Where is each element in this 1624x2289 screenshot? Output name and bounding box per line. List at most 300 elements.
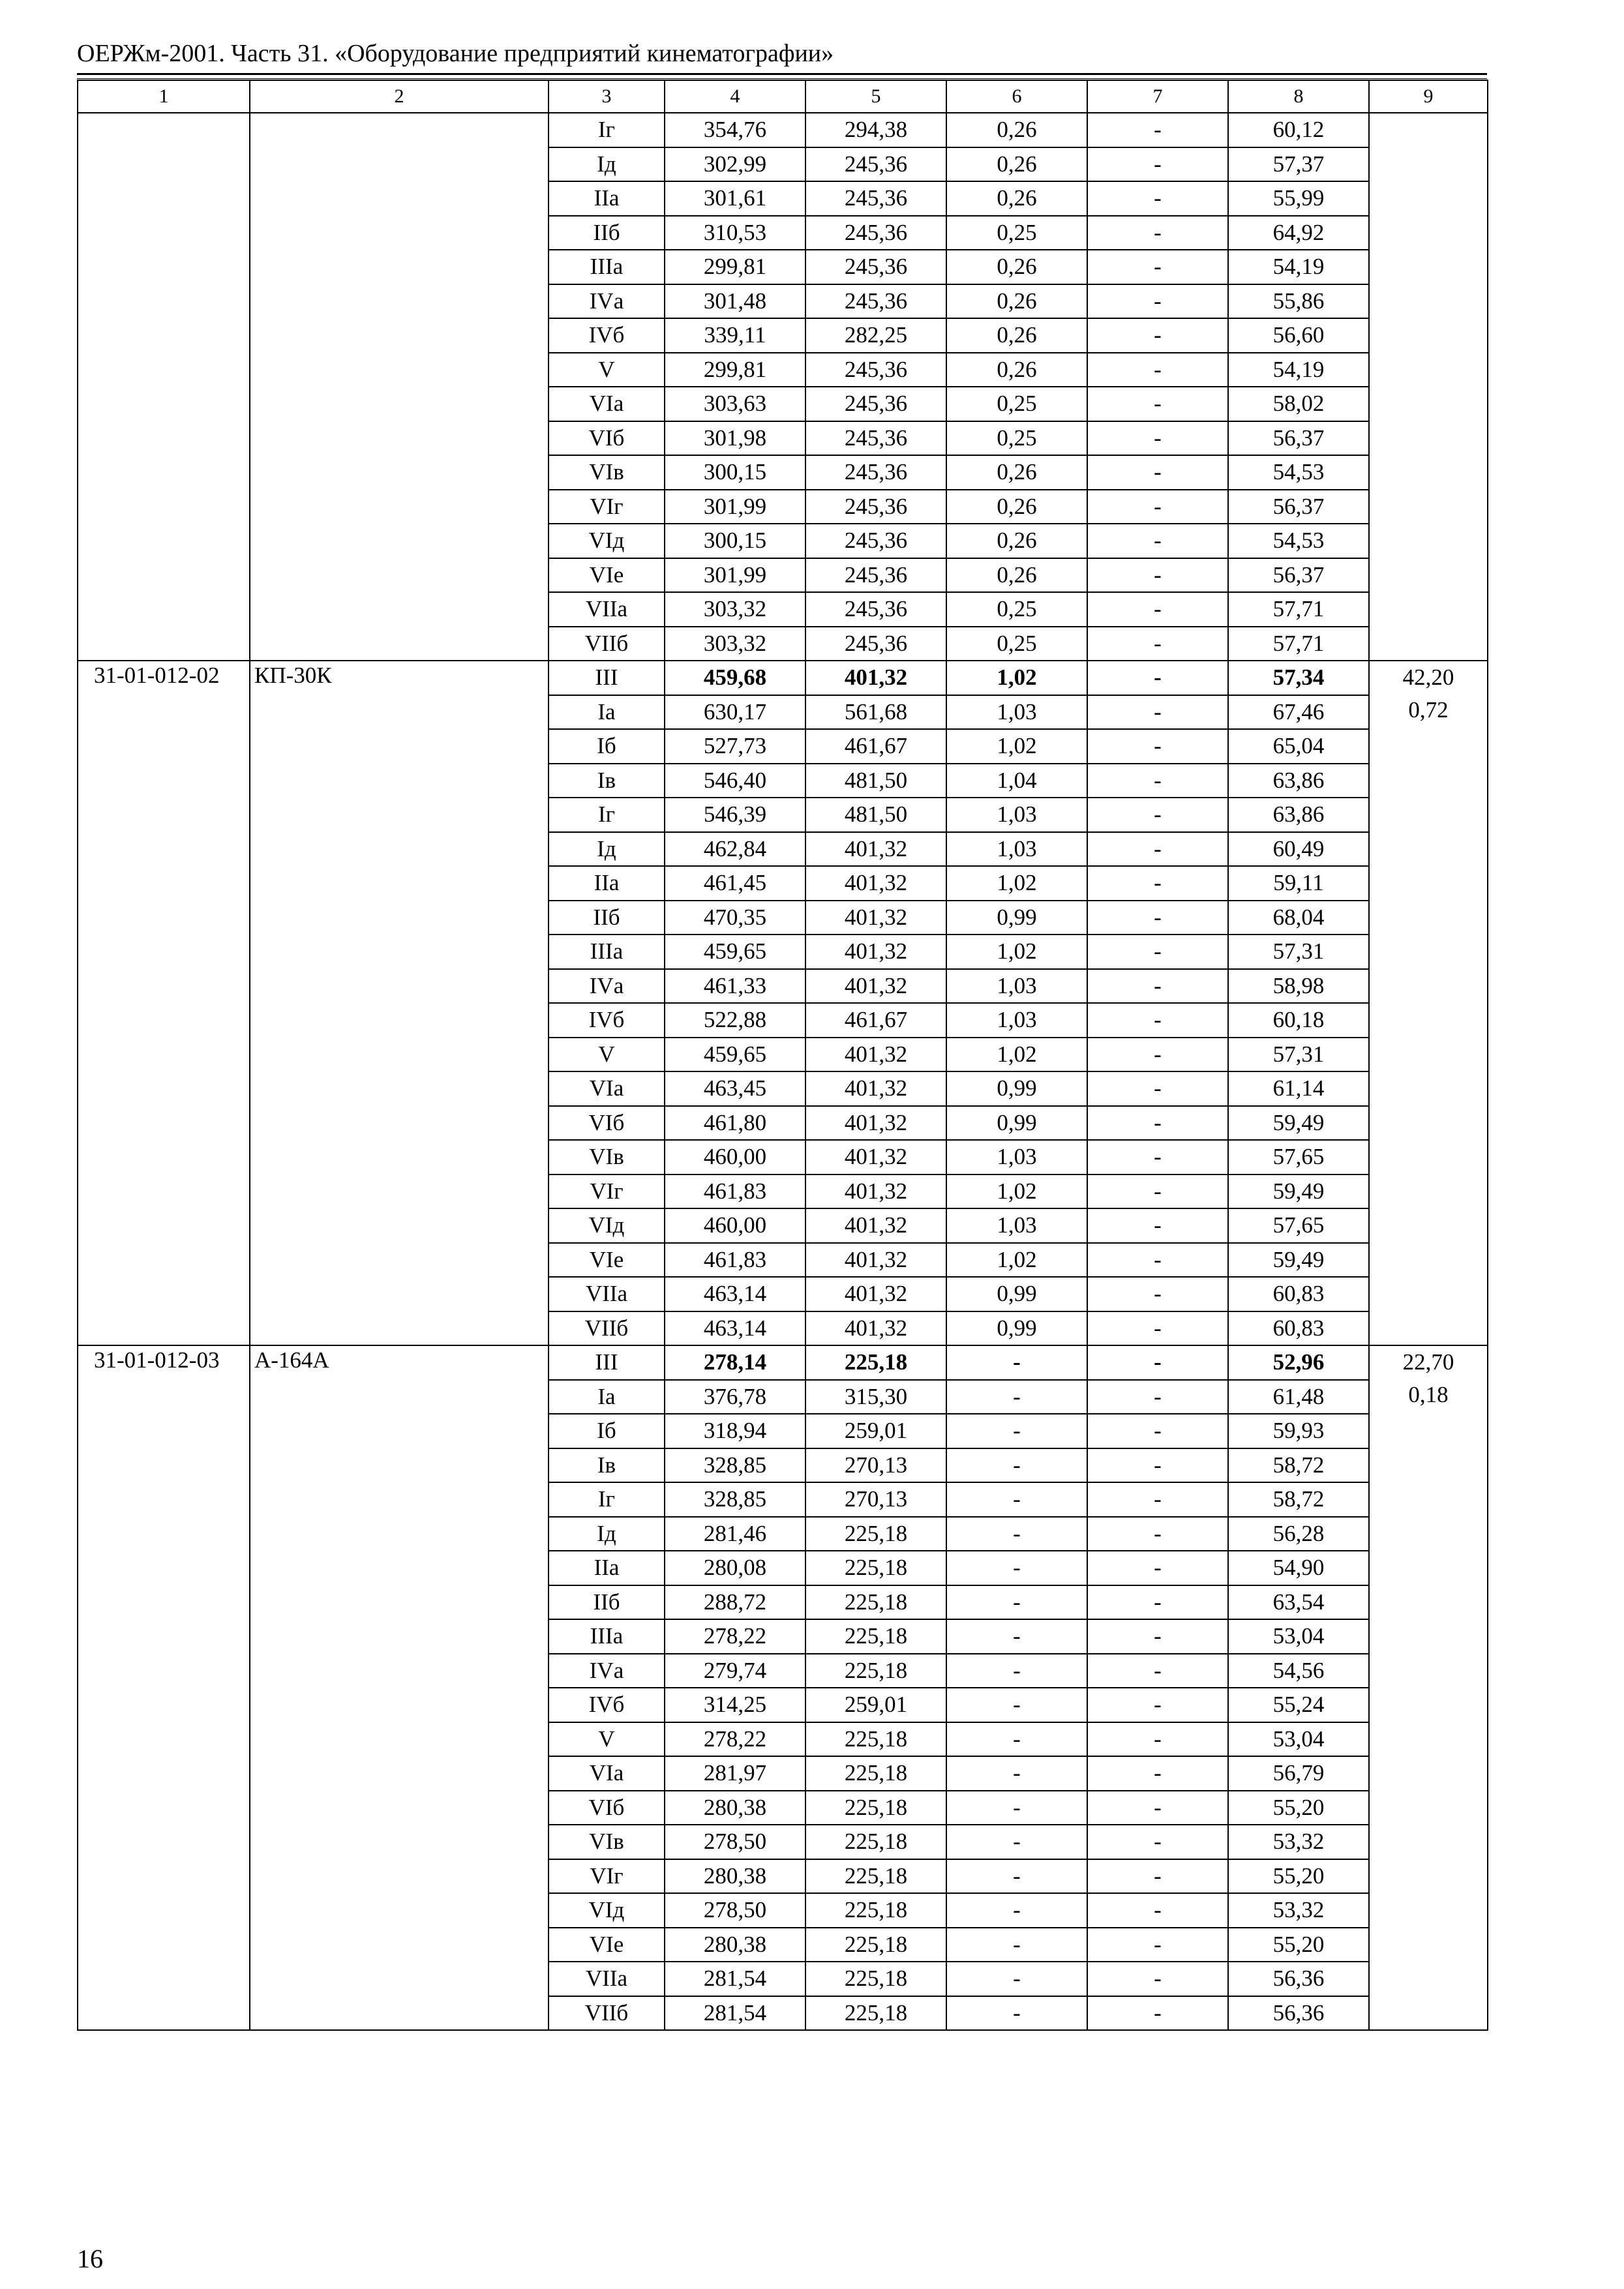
cell-col5: 245,36 bbox=[805, 147, 946, 182]
cell-col5: 401,32 bbox=[805, 1208, 946, 1243]
cell-col7: - bbox=[1087, 1619, 1228, 1654]
cell-col7: - bbox=[1087, 181, 1228, 216]
cell-col7: - bbox=[1087, 1791, 1228, 1825]
cell-col7: - bbox=[1087, 627, 1228, 661]
cell-col7: - bbox=[1087, 558, 1228, 593]
col9-value: 42,20 bbox=[1402, 665, 1454, 690]
cell-col8: 59,49 bbox=[1228, 1243, 1369, 1278]
cell-col7: - bbox=[1087, 1243, 1228, 1278]
cell-col8: 59,49 bbox=[1228, 1106, 1369, 1141]
cell-col4: 339,11 bbox=[665, 318, 805, 353]
cell-col5: 245,36 bbox=[805, 181, 946, 216]
cell-col5: 225,18 bbox=[805, 1654, 946, 1688]
cell-col8: 53,04 bbox=[1228, 1722, 1369, 1757]
cell-col5: 270,13 bbox=[805, 1482, 946, 1517]
cell-col7: - bbox=[1087, 147, 1228, 182]
cell-col3: VIд bbox=[549, 1208, 665, 1243]
cell-col7: - bbox=[1087, 695, 1228, 730]
cell-col5: 401,32 bbox=[805, 935, 946, 969]
cell-col7: - bbox=[1087, 490, 1228, 524]
cell-col4: 328,85 bbox=[665, 1482, 805, 1517]
cell-col5: 225,18 bbox=[805, 1551, 946, 1585]
cell-col5: 401,32 bbox=[805, 1277, 946, 1311]
cell-col6: - bbox=[946, 1345, 1087, 1380]
cell-col9 bbox=[1369, 661, 1488, 1345]
cell-col7: - bbox=[1087, 1825, 1228, 1859]
cell-col5: 225,18 bbox=[805, 1517, 946, 1551]
cell-col4: 278,22 bbox=[665, 1619, 805, 1654]
cell-col6: 1,02 bbox=[946, 1174, 1087, 1209]
cell-col8: 55,20 bbox=[1228, 1791, 1369, 1825]
cell-col6: - bbox=[946, 1825, 1087, 1859]
cell-col3: VIIа bbox=[549, 1962, 665, 1996]
cell-col3: III bbox=[549, 1345, 665, 1380]
cell-col3: VIв bbox=[549, 1140, 665, 1174]
cell-col3: Iа bbox=[549, 1380, 665, 1414]
cell-col9 bbox=[1369, 113, 1488, 661]
cell-col7: - bbox=[1087, 1962, 1228, 1996]
cell-col6: 0,26 bbox=[946, 558, 1087, 593]
cell-col7: - bbox=[1087, 866, 1228, 901]
page-header: ОЕРЖм-2001. Часть 31. «Оборудование предприятий кинематографии» bbox=[77, 40, 834, 67]
cell-col4: 460,00 bbox=[665, 1208, 805, 1243]
cell-col8: 55,99 bbox=[1228, 181, 1369, 216]
cell-col5: 245,36 bbox=[805, 250, 946, 284]
cell-col4: 461,83 bbox=[665, 1174, 805, 1209]
cell-col3: IIа bbox=[549, 181, 665, 216]
cell-col4: 461,33 bbox=[665, 969, 805, 1004]
cell-col4: 279,74 bbox=[665, 1654, 805, 1688]
cell-col8: 67,46 bbox=[1228, 695, 1369, 730]
cell-col5: 401,32 bbox=[805, 866, 946, 901]
cell-col6: - bbox=[946, 1380, 1087, 1414]
cell-col4: 459,65 bbox=[665, 1038, 805, 1072]
cell-col6: - bbox=[946, 1414, 1087, 1448]
cell-col3: IVб bbox=[549, 1003, 665, 1038]
cell-col4: 300,15 bbox=[665, 455, 805, 490]
cell-col8: 57,65 bbox=[1228, 1208, 1369, 1243]
cell-col6: 0,99 bbox=[946, 901, 1087, 935]
cell-col7: - bbox=[1087, 969, 1228, 1004]
item-code: 31-01-012-02 bbox=[78, 661, 250, 1345]
item-code: 31-01-012-03 bbox=[78, 1345, 250, 2030]
cell-col4: 288,72 bbox=[665, 1585, 805, 1620]
cell-col5: 461,67 bbox=[805, 1003, 946, 1038]
cell-col6: - bbox=[946, 1756, 1087, 1791]
cell-col8: 55,86 bbox=[1228, 284, 1369, 319]
cell-col3: V bbox=[549, 353, 665, 387]
cell-col7: - bbox=[1087, 1551, 1228, 1585]
cell-col4: 354,76 bbox=[665, 113, 805, 147]
column-number: 6 bbox=[946, 80, 1087, 113]
cell-col8: 56,60 bbox=[1228, 318, 1369, 353]
cell-col6: 0,25 bbox=[946, 592, 1087, 627]
cell-col6: 1,03 bbox=[946, 798, 1087, 832]
cell-col5: 245,36 bbox=[805, 558, 946, 593]
cell-col4: 280,08 bbox=[665, 1551, 805, 1585]
cell-col6: 0,26 bbox=[946, 353, 1087, 387]
cell-col4: 300,15 bbox=[665, 524, 805, 558]
column-number: 1 bbox=[78, 80, 250, 113]
cell-col6: 0,26 bbox=[946, 455, 1087, 490]
cell-col3: VIIа bbox=[549, 592, 665, 627]
cell-col4: 461,80 bbox=[665, 1106, 805, 1141]
item-code bbox=[78, 113, 250, 661]
cell-col7: - bbox=[1087, 1414, 1228, 1448]
table-row bbox=[78, 1345, 1488, 1380]
cell-col7: - bbox=[1087, 1038, 1228, 1072]
cell-col6: 0,99 bbox=[946, 1106, 1087, 1141]
cell-col7: - bbox=[1087, 113, 1228, 147]
cell-col7: - bbox=[1087, 1208, 1228, 1243]
cell-col7: - bbox=[1087, 1756, 1228, 1791]
cell-col6: 0,26 bbox=[946, 318, 1087, 353]
cell-col4: 463,14 bbox=[665, 1311, 805, 1346]
cell-col5: 245,36 bbox=[805, 284, 946, 319]
cell-col4: 303,32 bbox=[665, 592, 805, 627]
cell-col8: 53,32 bbox=[1228, 1825, 1369, 1859]
cell-col3: VIа bbox=[549, 1071, 665, 1106]
cell-col5: 225,18 bbox=[805, 1619, 946, 1654]
cell-col6: - bbox=[946, 1448, 1087, 1483]
cell-col3: VIа bbox=[549, 1756, 665, 1791]
cell-col5: 282,25 bbox=[805, 318, 946, 353]
cell-col4: 459,65 bbox=[665, 935, 805, 969]
cell-col8: 57,31 bbox=[1228, 935, 1369, 969]
cell-col7: - bbox=[1087, 1722, 1228, 1757]
cell-col7: - bbox=[1087, 284, 1228, 319]
cell-col4: 630,17 bbox=[665, 695, 805, 730]
cell-col3: IIб bbox=[549, 901, 665, 935]
cell-col4: 310,53 bbox=[665, 216, 805, 250]
cell-col5: 481,50 bbox=[805, 798, 946, 832]
cell-col4: 522,88 bbox=[665, 1003, 805, 1038]
cell-col7: - bbox=[1087, 353, 1228, 387]
header-rule bbox=[77, 73, 1487, 75]
col9-value: 0,18 bbox=[1408, 1382, 1449, 1407]
cell-col6: 1,02 bbox=[946, 661, 1087, 695]
cell-col4: 460,00 bbox=[665, 1140, 805, 1174]
cell-col5: 401,32 bbox=[805, 1106, 946, 1141]
cell-col7: - bbox=[1087, 1277, 1228, 1311]
cell-col3: VIд bbox=[549, 1893, 665, 1928]
cell-col4: 280,38 bbox=[665, 1859, 805, 1894]
cell-col4: 278,22 bbox=[665, 1722, 805, 1757]
cell-col3: Iд bbox=[549, 1517, 665, 1551]
table-row bbox=[78, 113, 1488, 147]
cell-col6: 1,03 bbox=[946, 1140, 1087, 1174]
cell-col7: - bbox=[1087, 1106, 1228, 1141]
cell-col7: - bbox=[1087, 1996, 1228, 2031]
cell-col3: VIIа bbox=[549, 1277, 665, 1311]
cell-col6: 1,03 bbox=[946, 1208, 1087, 1243]
cell-col6: 1,02 bbox=[946, 729, 1087, 764]
cell-col3: VIб bbox=[549, 1106, 665, 1141]
cell-col3: Iг bbox=[549, 1482, 665, 1517]
cell-col3: VIIб bbox=[549, 627, 665, 661]
cell-col8: 56,28 bbox=[1228, 1517, 1369, 1551]
cell-col8: 55,24 bbox=[1228, 1688, 1369, 1722]
cell-col3: VIIб bbox=[549, 1996, 665, 2031]
cell-col8: 56,37 bbox=[1228, 490, 1369, 524]
cell-col3: III bbox=[549, 661, 665, 695]
cell-col4: 303,63 bbox=[665, 387, 805, 421]
cell-col3: VIе bbox=[549, 1243, 665, 1278]
cell-col5: 401,32 bbox=[805, 1174, 946, 1209]
cell-col5: 225,18 bbox=[805, 1756, 946, 1791]
cell-col4: 463,45 bbox=[665, 1071, 805, 1106]
cell-col6: - bbox=[946, 1859, 1087, 1894]
column-number: 5 bbox=[805, 80, 946, 113]
column-number: 2 bbox=[250, 80, 549, 113]
cell-col7: - bbox=[1087, 592, 1228, 627]
cell-col5: 401,32 bbox=[805, 901, 946, 935]
cell-col7: - bbox=[1087, 421, 1228, 456]
cell-col3: IIа bbox=[549, 1551, 665, 1585]
cell-col8: 59,11 bbox=[1228, 866, 1369, 901]
cell-col3: IIIа bbox=[549, 935, 665, 969]
cell-col9 bbox=[1369, 1345, 1488, 2030]
cell-col4: 328,85 bbox=[665, 1448, 805, 1483]
cell-col3: IVб bbox=[549, 1688, 665, 1722]
cell-col8: 52,96 bbox=[1228, 1345, 1369, 1380]
cell-col8: 58,72 bbox=[1228, 1482, 1369, 1517]
cell-col6: - bbox=[946, 1551, 1087, 1585]
cell-col8: 54,90 bbox=[1228, 1551, 1369, 1585]
cell-col7: - bbox=[1087, 455, 1228, 490]
cell-col6: 0,99 bbox=[946, 1311, 1087, 1346]
cell-col3: IVа bbox=[549, 969, 665, 1004]
cell-col7: - bbox=[1087, 1893, 1228, 1928]
cell-col7: - bbox=[1087, 1517, 1228, 1551]
cell-col8: 59,93 bbox=[1228, 1414, 1369, 1448]
cell-col3: Iд bbox=[549, 147, 665, 182]
cell-col5: 225,18 bbox=[805, 1345, 946, 1380]
cell-col7: - bbox=[1087, 1585, 1228, 1620]
cell-col3: VIIб bbox=[549, 1311, 665, 1346]
cell-col7: - bbox=[1087, 1654, 1228, 1688]
cell-col6: 1,02 bbox=[946, 1038, 1087, 1072]
cell-col8: 61,14 bbox=[1228, 1071, 1369, 1106]
cell-col6: - bbox=[946, 1654, 1087, 1688]
item-name: А-164А bbox=[250, 1345, 549, 2030]
cell-col3: IIIа bbox=[549, 250, 665, 284]
col9-value: 0,72 bbox=[1408, 697, 1449, 723]
cell-col5: 245,36 bbox=[805, 216, 946, 250]
cell-col5: 245,36 bbox=[805, 592, 946, 627]
cell-col7: - bbox=[1087, 1928, 1228, 1962]
cell-col8: 56,37 bbox=[1228, 421, 1369, 456]
cell-col6: 1,03 bbox=[946, 1003, 1087, 1038]
cell-col5: 225,18 bbox=[805, 1928, 946, 1962]
cell-col3: Iв bbox=[549, 764, 665, 798]
cell-col4: 461,45 bbox=[665, 866, 805, 901]
cell-col6: 0,26 bbox=[946, 181, 1087, 216]
cell-col5: 270,13 bbox=[805, 1448, 946, 1483]
cell-col3: VIе bbox=[549, 1928, 665, 1962]
cell-col8: 56,36 bbox=[1228, 1996, 1369, 2031]
cell-col4: 280,38 bbox=[665, 1928, 805, 1962]
cell-col3: IVа bbox=[549, 1654, 665, 1688]
table-row bbox=[78, 661, 1488, 695]
cell-col6: 1,03 bbox=[946, 695, 1087, 730]
cell-col4: 301,98 bbox=[665, 421, 805, 456]
cell-col7: - bbox=[1087, 387, 1228, 421]
cell-col8: 56,36 bbox=[1228, 1962, 1369, 1996]
cell-col6: 0,25 bbox=[946, 627, 1087, 661]
cell-col3: IIIа bbox=[549, 1619, 665, 1654]
cell-col6: 0,26 bbox=[946, 490, 1087, 524]
cell-col8: 58,02 bbox=[1228, 387, 1369, 421]
col9-value: 22,70 bbox=[1402, 1349, 1454, 1375]
cell-col3: VIа bbox=[549, 387, 665, 421]
cell-col8: 60,83 bbox=[1228, 1311, 1369, 1346]
cell-col4: 278,50 bbox=[665, 1825, 805, 1859]
cell-col8: 57,65 bbox=[1228, 1140, 1369, 1174]
cell-col8: 60,12 bbox=[1228, 113, 1369, 147]
cell-col7: - bbox=[1087, 1345, 1228, 1380]
cell-col8: 57,34 bbox=[1228, 661, 1369, 695]
cell-col7: - bbox=[1087, 1859, 1228, 1894]
cell-col8: 58,98 bbox=[1228, 969, 1369, 1004]
cell-col8: 54,19 bbox=[1228, 353, 1369, 387]
cell-col7: - bbox=[1087, 1174, 1228, 1209]
cell-col8: 63,86 bbox=[1228, 798, 1369, 832]
cell-col5: 245,36 bbox=[805, 421, 946, 456]
item-name: КП-30К bbox=[250, 661, 549, 1345]
cell-col4: 299,81 bbox=[665, 353, 805, 387]
cell-col4: 301,48 bbox=[665, 284, 805, 319]
cell-col4: 301,99 bbox=[665, 558, 805, 593]
cell-col6: 0,26 bbox=[946, 524, 1087, 558]
cell-col8: 54,19 bbox=[1228, 250, 1369, 284]
column-number-row bbox=[78, 80, 1488, 113]
cell-col5: 401,32 bbox=[805, 969, 946, 1004]
table-body bbox=[78, 80, 1488, 2030]
cell-col7: - bbox=[1087, 729, 1228, 764]
cell-col5: 225,18 bbox=[805, 1962, 946, 1996]
cell-col5: 461,67 bbox=[805, 729, 946, 764]
cell-col3: VIб bbox=[549, 421, 665, 456]
cell-col5: 401,32 bbox=[805, 661, 946, 695]
cell-col8: 58,72 bbox=[1228, 1448, 1369, 1483]
cell-col3: Iг bbox=[549, 113, 665, 147]
cell-col3: VIб bbox=[549, 1791, 665, 1825]
rates-table bbox=[77, 80, 1488, 2031]
cell-col6: - bbox=[946, 1962, 1087, 1996]
cell-col5: 245,36 bbox=[805, 353, 946, 387]
cell-col5: 245,36 bbox=[805, 627, 946, 661]
cell-col8: 55,20 bbox=[1228, 1859, 1369, 1894]
cell-col7: - bbox=[1087, 1003, 1228, 1038]
cell-col4: 461,83 bbox=[665, 1243, 805, 1278]
cell-col4: 278,14 bbox=[665, 1345, 805, 1380]
cell-col3: VIг bbox=[549, 1859, 665, 1894]
cell-col5: 245,36 bbox=[805, 490, 946, 524]
cell-col8: 60,18 bbox=[1228, 1003, 1369, 1038]
cell-col5: 401,32 bbox=[805, 1243, 946, 1278]
header-rule-thin bbox=[77, 78, 1487, 79]
cell-col4: 470,35 bbox=[665, 901, 805, 935]
cell-col4: 278,50 bbox=[665, 1893, 805, 1928]
cell-col3: VIг bbox=[549, 1174, 665, 1209]
cell-col7: - bbox=[1087, 1311, 1228, 1346]
cell-col6: - bbox=[946, 1482, 1087, 1517]
cell-col4: 280,38 bbox=[665, 1791, 805, 1825]
cell-col8: 57,71 bbox=[1228, 592, 1369, 627]
cell-col4: 546,39 bbox=[665, 798, 805, 832]
cell-col8: 65,04 bbox=[1228, 729, 1369, 764]
cell-col5: 245,36 bbox=[805, 455, 946, 490]
cell-col4: 376,78 bbox=[665, 1380, 805, 1414]
cell-col7: - bbox=[1087, 1380, 1228, 1414]
cell-col5: 225,18 bbox=[805, 1893, 946, 1928]
column-number: 4 bbox=[665, 80, 805, 113]
cell-col6: - bbox=[946, 1619, 1087, 1654]
cell-col5: 225,18 bbox=[805, 1585, 946, 1620]
column-number: 3 bbox=[549, 80, 665, 113]
cell-col4: 301,99 bbox=[665, 490, 805, 524]
cell-col7: - bbox=[1087, 318, 1228, 353]
cell-col4: 302,99 bbox=[665, 147, 805, 182]
cell-col3: V bbox=[549, 1038, 665, 1072]
cell-col6: 0,26 bbox=[946, 250, 1087, 284]
cell-col4: 546,40 bbox=[665, 764, 805, 798]
cell-col8: 60,49 bbox=[1228, 832, 1369, 867]
cell-col4: 314,25 bbox=[665, 1688, 805, 1722]
cell-col5: 315,30 bbox=[805, 1380, 946, 1414]
cell-col3: VIг bbox=[549, 490, 665, 524]
cell-col8: 56,37 bbox=[1228, 558, 1369, 593]
cell-col7: - bbox=[1087, 1688, 1228, 1722]
cell-col4: 459,68 bbox=[665, 661, 805, 695]
cell-col6: 1,03 bbox=[946, 969, 1087, 1004]
cell-col8: 68,04 bbox=[1228, 901, 1369, 935]
cell-col3: Iб bbox=[549, 1414, 665, 1448]
page-number: 16 bbox=[77, 2244, 103, 2273]
cell-col8: 54,53 bbox=[1228, 455, 1369, 490]
cell-col4: 301,61 bbox=[665, 181, 805, 216]
cell-col6: - bbox=[946, 1791, 1087, 1825]
cell-col8: 63,86 bbox=[1228, 764, 1369, 798]
cell-col6: - bbox=[946, 1585, 1087, 1620]
cell-col4: 281,54 bbox=[665, 1962, 805, 1996]
cell-col5: 401,32 bbox=[805, 1140, 946, 1174]
cell-col5: 225,18 bbox=[805, 1996, 946, 2031]
column-number: 8 bbox=[1228, 80, 1369, 113]
cell-col4: 463,14 bbox=[665, 1277, 805, 1311]
cell-col5: 294,38 bbox=[805, 113, 946, 147]
cell-col5: 259,01 bbox=[805, 1414, 946, 1448]
cell-col7: - bbox=[1087, 216, 1228, 250]
cell-col6: - bbox=[946, 1517, 1087, 1551]
column-number: 9 bbox=[1369, 80, 1488, 113]
cell-col4: 299,81 bbox=[665, 250, 805, 284]
cell-col6: 0,26 bbox=[946, 284, 1087, 319]
cell-col3: VIд bbox=[549, 524, 665, 558]
cell-col5: 245,36 bbox=[805, 524, 946, 558]
cell-col8: 54,56 bbox=[1228, 1654, 1369, 1688]
cell-col8: 59,49 bbox=[1228, 1174, 1369, 1209]
cell-col3: VIе bbox=[549, 558, 665, 593]
cell-col3: Iв bbox=[549, 1448, 665, 1483]
cell-col8: 57,37 bbox=[1228, 147, 1369, 182]
cell-col7: - bbox=[1087, 832, 1228, 867]
cell-col8: 57,31 bbox=[1228, 1038, 1369, 1072]
cell-col5: 245,36 bbox=[805, 387, 946, 421]
cell-col5: 259,01 bbox=[805, 1688, 946, 1722]
cell-col3: Iа bbox=[549, 695, 665, 730]
